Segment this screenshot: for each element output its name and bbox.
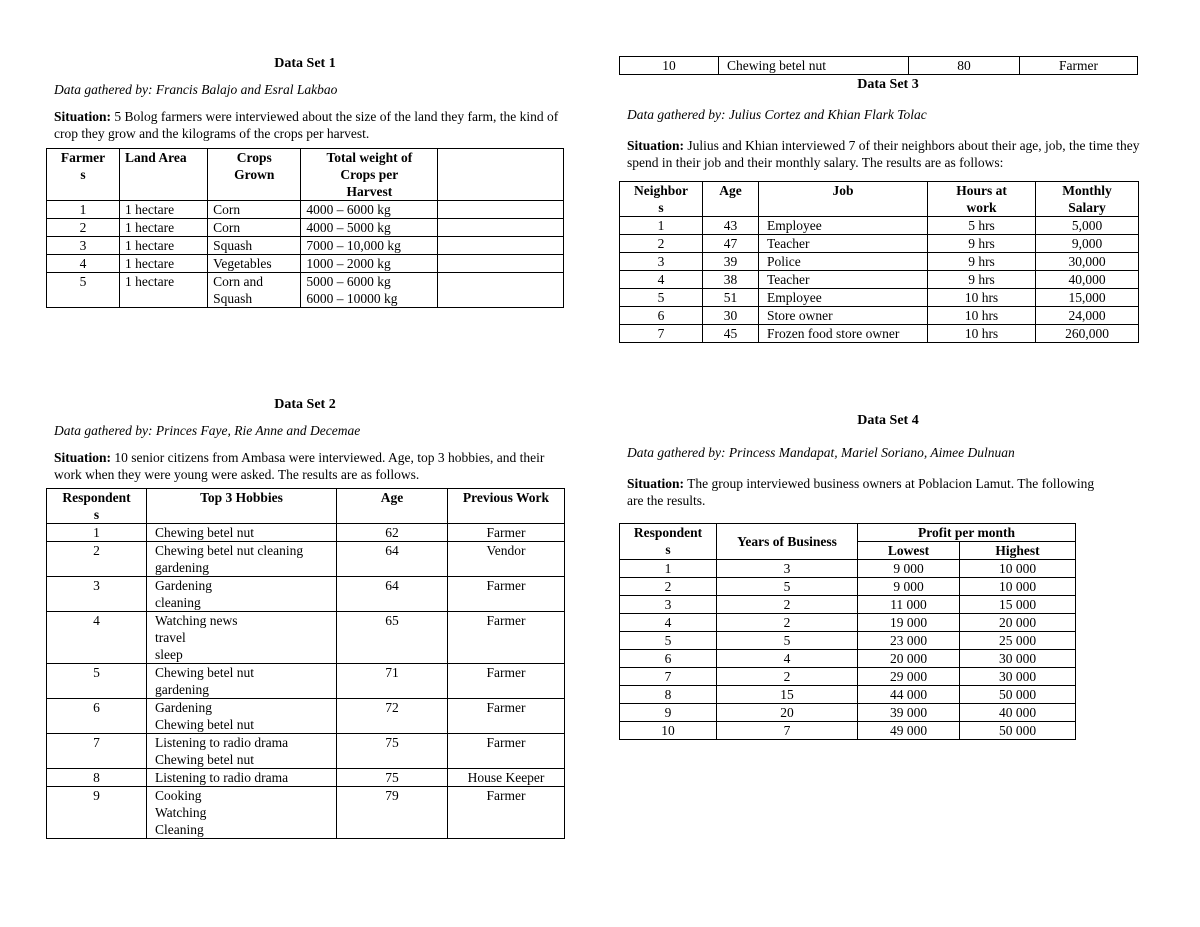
data-set-2-table <box>46 488 565 839</box>
cell: 30 <box>703 307 759 325</box>
table-row <box>47 219 564 237</box>
cell: 79 <box>337 787 448 839</box>
cell: 1 <box>47 524 147 542</box>
cell: 40,000 <box>1036 271 1139 289</box>
data-set-3 <box>619 77 1157 343</box>
table-row <box>620 307 1139 325</box>
cell: 1 hectare <box>119 273 207 308</box>
cell: 51 <box>703 289 759 307</box>
cell: Farmer <box>448 577 565 612</box>
table-row <box>620 596 1076 614</box>
data-set-4-title: Data Set 4 <box>857 413 919 428</box>
data-set-2-continued-row <box>619 56 1138 75</box>
situation-label: Situation: <box>54 109 112 124</box>
cell: 9 000 <box>858 578 960 596</box>
data-set-3-title: Data Set 3 <box>857 77 919 92</box>
header-land-area: Land Area <box>119 149 207 201</box>
cell: 3 <box>620 253 703 271</box>
table-row <box>620 668 1076 686</box>
cell: 10 000 <box>960 560 1076 578</box>
cell: 1 hectare <box>119 219 207 237</box>
data-set-4-gathered-by: Data gathered by: Princess Mandapat, Mariel Soriano, Aimee Dulnuan <box>627 445 1015 460</box>
cell: 40 000 <box>960 704 1076 722</box>
cell: 19 000 <box>858 614 960 632</box>
table-row <box>620 704 1076 722</box>
cell: 5 <box>47 664 147 699</box>
data-set-2-gathered-by: Data gathered by: Princes Faye, Rie Anne and Decemae <box>54 423 361 438</box>
cell <box>438 201 564 219</box>
table-row <box>620 722 1076 740</box>
table-row <box>620 271 1139 289</box>
cell: 75 <box>337 734 448 769</box>
cell: 4000 – 6000 kg <box>301 201 438 219</box>
cell: 15 <box>717 686 858 704</box>
cell: 24,000 <box>1036 307 1139 325</box>
cell: 2 <box>47 219 120 237</box>
cell: 9 hrs <box>928 235 1036 253</box>
cell: 4 <box>620 271 703 289</box>
cell <box>438 219 564 237</box>
situation-text: Julius and Khian interviewed 7 of their neighbors about their age, job, the time they spend in their job and their monthly salary. The results are as follows: <box>627 138 1140 170</box>
cell: Teacher <box>759 235 928 253</box>
table-row <box>620 560 1076 578</box>
cell: 5,000 <box>1036 217 1139 235</box>
cell: Listening to radio drama Chewing betel nut <box>147 734 337 769</box>
cell: 9 <box>47 787 147 839</box>
cell: 4 <box>717 650 858 668</box>
cell: 10 hrs <box>928 307 1036 325</box>
cell: 2 <box>717 596 858 614</box>
cell: 75 <box>337 769 448 787</box>
cell: 50 000 <box>960 686 1076 704</box>
data-set-2 <box>46 397 564 839</box>
cell: 10 hrs <box>928 289 1036 307</box>
cell: 3 <box>47 237 120 255</box>
data-set-3-table <box>619 181 1139 343</box>
cell: 9 000 <box>858 560 960 578</box>
cell: 6 <box>620 650 717 668</box>
cell: 10 <box>620 57 719 75</box>
cell <box>438 273 564 308</box>
cell: Gardening cleaning <box>147 577 337 612</box>
cell: 43 <box>703 217 759 235</box>
cell: 11 000 <box>858 596 960 614</box>
situation-text: 10 senior citizens from Ambasa were interviewed. Age, top 3 hobbies, and their work when they were young were asked. The results are as follows. <box>54 450 545 482</box>
cell: 8 <box>47 769 147 787</box>
table-row <box>620 650 1076 668</box>
header-highest: Highest <box>960 542 1076 560</box>
cell: 23 000 <box>858 632 960 650</box>
data-set-1-table <box>46 148 564 308</box>
data-set-1-title: Data Set 1 <box>274 56 336 71</box>
cell: 4 <box>620 614 717 632</box>
header-previous-work: Previous Work <box>448 489 565 524</box>
table-row <box>47 612 565 664</box>
cell: Chewing betel nut <box>147 524 337 542</box>
cell: 2 <box>717 668 858 686</box>
header-hours-at-work: Hours at work <box>928 182 1036 217</box>
cell: 3 <box>717 560 858 578</box>
header-job: Job <box>759 182 928 217</box>
cell: Employee <box>759 217 928 235</box>
data-set-4-table <box>619 523 1076 740</box>
header-age: Age <box>703 182 759 217</box>
cell: 15,000 <box>1036 289 1139 307</box>
cell: Police <box>759 253 928 271</box>
cell: 3 <box>47 577 147 612</box>
situation-label: Situation: <box>627 138 685 153</box>
header-crops-grown: Crops Grown <box>208 149 301 201</box>
cell: Squash <box>208 237 301 255</box>
header-lowest: Lowest <box>858 542 960 560</box>
cell: 30 000 <box>960 650 1076 668</box>
cell: 64 <box>337 542 448 577</box>
cell: Chewing betel nut gardening <box>147 664 337 699</box>
cell: 47 <box>703 235 759 253</box>
cell: 65 <box>337 612 448 664</box>
table-row <box>620 57 1138 75</box>
situation-label: Situation: <box>54 450 112 465</box>
cell: 7 <box>620 325 703 343</box>
cell: 10 hrs <box>928 325 1036 343</box>
cell: 10 000 <box>960 578 1076 596</box>
header-blank <box>438 149 564 201</box>
cell <box>438 255 564 273</box>
cell: 39 000 <box>858 704 960 722</box>
table-row <box>47 273 564 308</box>
cell: Cooking Watching Cleaning <box>147 787 337 839</box>
data-set-4-situation <box>627 475 1107 509</box>
table-row <box>620 632 1076 650</box>
table-row <box>47 577 565 612</box>
cell: Watching news travel sleep <box>147 612 337 664</box>
header-neighbors: Neighbor s <box>620 182 703 217</box>
table-row <box>47 664 565 699</box>
cell: 2 <box>717 614 858 632</box>
cell: Listening to radio drama <box>147 769 337 787</box>
data-set-2-title: Data Set 2 <box>274 397 336 412</box>
table-row <box>620 325 1139 343</box>
header-farmers: Farmer s <box>47 149 120 201</box>
cell: 7 <box>717 722 858 740</box>
cell: 1 <box>620 560 717 578</box>
cell: 45 <box>703 325 759 343</box>
cell: 15 000 <box>960 596 1076 614</box>
cell: 20 000 <box>858 650 960 668</box>
cell: 5 hrs <box>928 217 1036 235</box>
cell: Farmer <box>448 664 565 699</box>
cell: 20 000 <box>960 614 1076 632</box>
cell: 6 <box>620 307 703 325</box>
cell: 80 <box>909 57 1020 75</box>
data-set-1 <box>46 56 564 308</box>
data-set-2-situation <box>54 449 564 483</box>
header-monthly-salary: Monthly Salary <box>1036 182 1139 217</box>
cell: 20 <box>717 704 858 722</box>
cell: 38 <box>703 271 759 289</box>
cell: Chewing betel nut <box>719 57 909 75</box>
cell: 5 <box>717 578 858 596</box>
cell: Corn and Squash <box>208 273 301 308</box>
cell: 260,000 <box>1036 325 1139 343</box>
header-years-of-business: Years of Business <box>717 524 858 560</box>
cell: 1000 – 2000 kg <box>301 255 438 273</box>
cell: 9 <box>620 704 717 722</box>
cell: Corn <box>208 201 301 219</box>
cell: 3 <box>620 596 717 614</box>
cell: 9,000 <box>1036 235 1139 253</box>
table-header-row <box>620 182 1139 217</box>
table-row <box>47 734 565 769</box>
data-set-1-situation <box>54 108 564 142</box>
cell: Farmer <box>448 699 565 734</box>
cell: 7 <box>47 734 147 769</box>
cell: Gardening Chewing betel nut <box>147 699 337 734</box>
table-row <box>47 699 565 734</box>
table-row <box>47 201 564 219</box>
table-row <box>47 787 565 839</box>
cell: 9 hrs <box>928 253 1036 271</box>
table-row <box>47 542 565 577</box>
cell: Corn <box>208 219 301 237</box>
cell: Farmer <box>448 524 565 542</box>
cell: 71 <box>337 664 448 699</box>
cell: 5 <box>620 289 703 307</box>
cell: 30,000 <box>1036 253 1139 271</box>
table-row <box>620 289 1139 307</box>
cell: 1 hectare <box>119 201 207 219</box>
cell: 2 <box>620 235 703 253</box>
table-row <box>620 686 1076 704</box>
data-set-1-gathered-by: Data gathered by: Francis Balajo and Esral Lakbao <box>54 82 338 97</box>
header-top-3-hobbies: Top 3 Hobbies <box>147 489 337 524</box>
cell: 1 <box>47 201 120 219</box>
cell: 50 000 <box>960 722 1076 740</box>
header-respondents: Respondent s <box>47 489 147 524</box>
cell: 5000 – 6000 kg 6000 – 10000 kg <box>301 273 438 308</box>
situation-text: The group interviewed business owners at Poblacion Lamut. The following are the results. <box>627 476 1095 508</box>
cell: 29 000 <box>858 668 960 686</box>
cell <box>438 237 564 255</box>
cell: House Keeper <box>448 769 565 787</box>
table-row <box>620 235 1139 253</box>
cell: 7 <box>620 668 717 686</box>
table-row <box>620 578 1076 596</box>
data-set-3-gathered-by: Data gathered by: Julius Cortez and Khian Flark Tolac <box>627 107 927 122</box>
table-row <box>47 524 565 542</box>
cell: Farmer <box>1020 57 1138 75</box>
cell: Store owner <box>759 307 928 325</box>
cell: 39 <box>703 253 759 271</box>
cell: 44 000 <box>858 686 960 704</box>
cell: 9 hrs <box>928 271 1036 289</box>
cell: Vegetables <box>208 255 301 273</box>
cell: 25 000 <box>960 632 1076 650</box>
cell: 1 hectare <box>119 237 207 255</box>
cell: 6 <box>47 699 147 734</box>
cell: 64 <box>337 577 448 612</box>
cell: 5 <box>717 632 858 650</box>
cell: 49 000 <box>858 722 960 740</box>
cell: 2 <box>47 542 147 577</box>
cell: 10 <box>620 722 717 740</box>
table-row <box>620 253 1139 271</box>
header-total-weight: Total weight of Crops per Harvest <box>301 149 438 201</box>
header-profit-per-month: Profit per month <box>858 524 1076 542</box>
cell: 7000 – 10,000 kg <box>301 237 438 255</box>
table-row <box>47 255 564 273</box>
cell: 8 <box>620 686 717 704</box>
cell: 1 hectare <box>119 255 207 273</box>
situation-text: 5 Bolog farmers were interviewed about the size of the land they farm, the kind of crop they grow and the kilograms of the crops per harvest. <box>54 109 559 141</box>
cell: 4 <box>47 255 120 273</box>
cell: Teacher <box>759 271 928 289</box>
cell: Chewing betel nut cleaning gardening <box>147 542 337 577</box>
cell: 2 <box>620 578 717 596</box>
cell: Employee <box>759 289 928 307</box>
situation-label: Situation: <box>627 476 685 491</box>
cell: 62 <box>337 524 448 542</box>
cell: 30 000 <box>960 668 1076 686</box>
header-respondents: Respondent s <box>620 524 717 560</box>
cell: 1 <box>620 217 703 235</box>
cell: Farmer <box>448 612 565 664</box>
data-set-3-situation <box>627 137 1155 171</box>
cell: 4 <box>47 612 147 664</box>
table-header-row <box>47 489 565 524</box>
cell: 5 <box>47 273 120 308</box>
table-row <box>47 769 565 787</box>
cell: Farmer <box>448 734 565 769</box>
cell: 5 <box>620 632 717 650</box>
table-row <box>47 237 564 255</box>
header-age: Age <box>337 489 448 524</box>
table-row <box>620 217 1139 235</box>
data-set-4 <box>619 413 1157 740</box>
cell: Vendor <box>448 542 565 577</box>
cell: 4000 – 5000 kg <box>301 219 438 237</box>
cell: 72 <box>337 699 448 734</box>
table-header-row <box>47 149 564 201</box>
cell: Farmer <box>448 787 565 839</box>
cell: Frozen food store owner <box>759 325 928 343</box>
table-header-row <box>620 524 1076 542</box>
table-row <box>620 614 1076 632</box>
